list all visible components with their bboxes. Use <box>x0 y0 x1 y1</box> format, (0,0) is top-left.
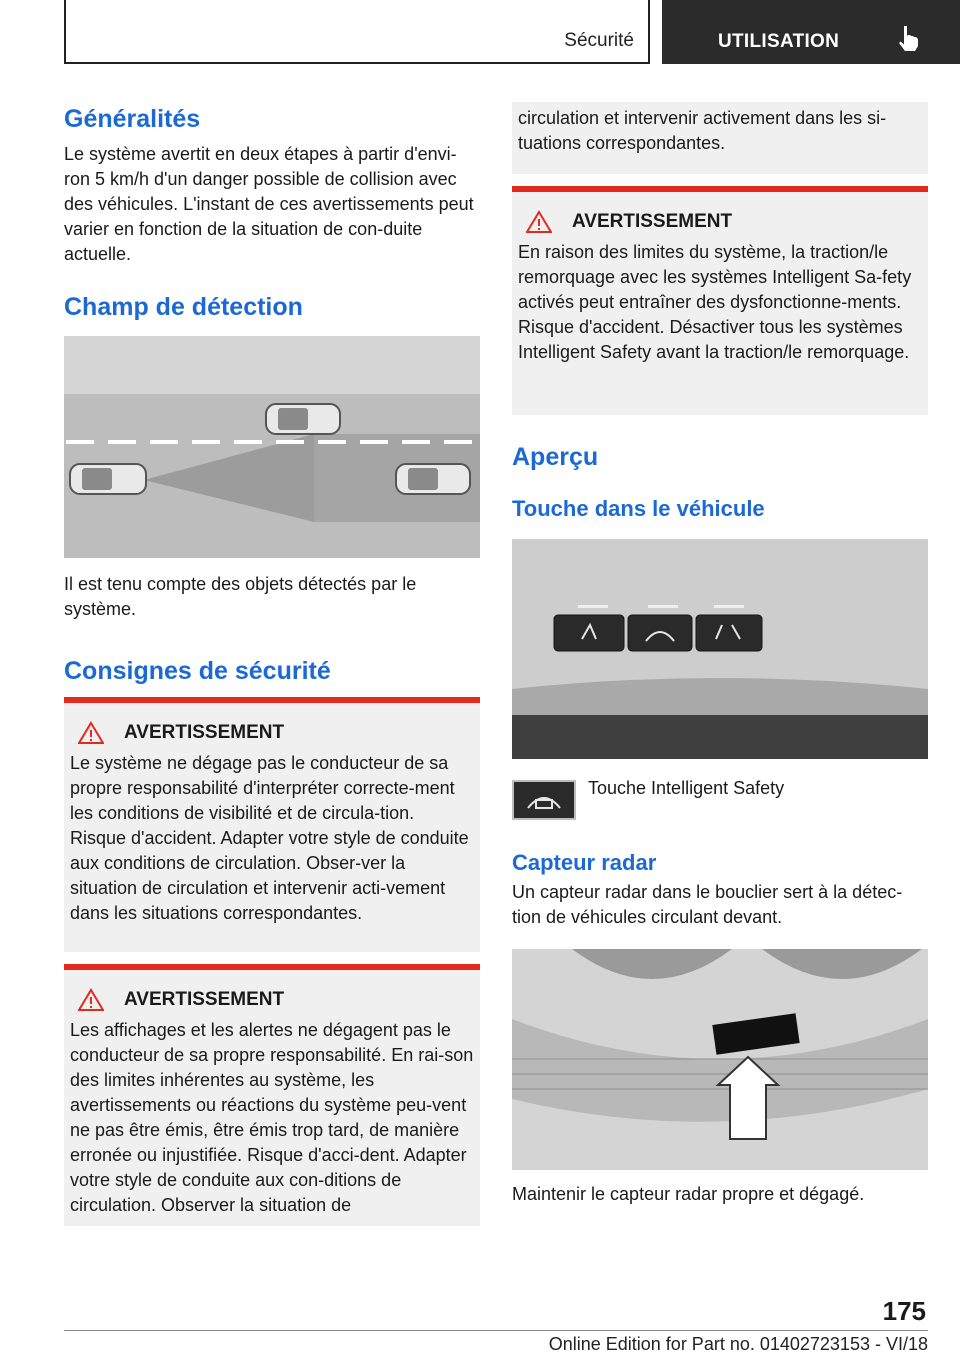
consignes-heading: Consignes de sécurité <box>64 657 331 685</box>
warning-label-1: AVERTISSEMENT <box>124 722 285 743</box>
edition-text: Online Edition for Part no. 01402723153 - VI/18 <box>548 1334 928 1354</box>
apercu-section <box>512 442 928 472</box>
warning-box-2 <box>64 964 480 1226</box>
header-section-box <box>64 0 650 64</box>
warning-box-3 <box>512 186 928 415</box>
chapter-tab[interactable] <box>662 0 960 64</box>
warning-triangle-icon <box>526 210 552 234</box>
warning-text-2-continued: circulation et intervenir activement dans les si-tuations correspondantes. <box>518 108 887 153</box>
warning-header-3 <box>526 210 922 234</box>
section-title: Sécurité <box>564 30 634 51</box>
touche-section <box>512 496 928 522</box>
chapter-title: UTILISATION <box>718 31 840 52</box>
warning-triangle-icon <box>78 721 104 745</box>
capteur-caption: Maintenir le capteur radar propre et dégagé. <box>512 1184 865 1204</box>
warning-text-1: Le système ne dégage pas le conducteur de sa propre responsabilité d'interpréter correcte-ment les conditions de visibilité et de circula-tion. Risque d'accident. Adapter votre style de conduite aux conditions de circulation. Obser-ver la situation de circulation et intervenir acti-vement dans les situations correspondantes. <box>70 753 469 923</box>
warning-box-1 <box>64 697 480 952</box>
warning-header-2 <box>78 988 474 1012</box>
page-number: 175 <box>882 1296 926 1326</box>
champ-section <box>64 292 480 322</box>
generalites-section <box>64 104 480 267</box>
warning-text-3: En raison des limites du système, la traction/le remorquage avec les systèmes Intelligent Sa-fety activés peut entraîner des dysfonctionne-ments. Risque d'accident. Désactiver tous les systèmes Intelligent Safety avant la traction/le remorquage. <box>518 242 912 362</box>
capteur-section <box>512 850 928 930</box>
button-caption-block <box>588 776 928 801</box>
champ-heading: Champ de détection <box>64 293 303 321</box>
champ-caption: Il est tenu compte des objets détectés par le système. <box>64 574 417 619</box>
apercu-heading: Aperçu <box>512 443 599 471</box>
capteur-paragraph: Un capteur radar dans le bouclier sert à la détec-tion de véhicules circulant devant. <box>512 882 903 928</box>
vehicle-buttons-photo <box>512 539 928 759</box>
consignes-section <box>64 656 480 686</box>
warning-triangle-icon <box>78 988 104 1012</box>
touche-heading: Touche dans le véhicule <box>512 496 765 521</box>
warning-box-2-continued <box>512 102 928 174</box>
generalites-paragraph: Le système avertit en deux étapes à partir d'envi-ron 5 km/h d'un danger possible de collision avec des véhicules. L'instant de ces avertissements peut varier en fonction de la situation de con-duite actuelle. <box>64 144 474 264</box>
capteur-heading: Capteur radar <box>512 850 657 875</box>
warning-text-2: Les affichages et les alertes ne dégagent pas le conducteur de sa propre responsabilité. En rai-son des limites inhérentes au système, les avertissements ou réactions du système peu-vent ne pas être émis, être émis trop tard, de manière erronée ou injustifiée. Risque d'acci-dent. Adapter votre style de conduite aux con-ditions de circulation. Observer la situation de <box>70 1020 474 1215</box>
capteur-caption-block <box>512 1182 928 1207</box>
generalites-heading: Généralités <box>64 105 201 133</box>
warning-label-2: AVERTISSEMENT <box>124 989 285 1010</box>
warning-header-1 <box>78 721 474 745</box>
radar-sensor-illustration <box>512 949 928 1170</box>
button-caption: Touche Intelligent Safety <box>588 778 785 798</box>
detection-field-illustration <box>64 336 480 558</box>
warning-label-3: AVERTISSEMENT <box>572 211 733 232</box>
champ-caption-block <box>64 572 480 622</box>
hand-pointer-icon <box>896 25 920 51</box>
footer-divider <box>64 1330 928 1331</box>
intelligent-safety-button-icon <box>512 780 576 820</box>
